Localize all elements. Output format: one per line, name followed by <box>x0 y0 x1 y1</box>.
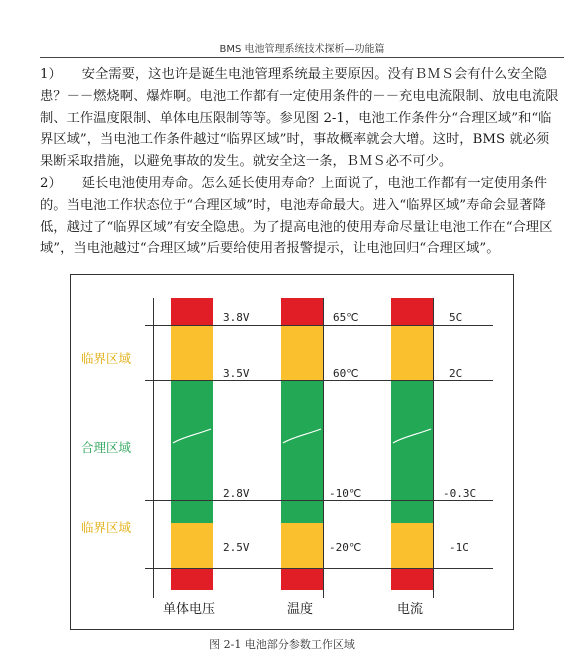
vertical-line-1 <box>153 298 154 598</box>
voltage-danger-high <box>171 298 213 325</box>
vertical-line-2 <box>323 298 324 598</box>
voltage-normal <box>171 380 213 523</box>
current-value-4: -1C <box>449 541 469 554</box>
figure-caption: 图 2-1 电池部分参数工作区域 <box>209 638 355 651</box>
threshold-line-1 <box>145 325 493 326</box>
temperature-value-1: 65℃ <box>333 311 359 324</box>
working-zone-figure <box>70 274 514 630</box>
voltage-value-4: 2.5V <box>223 541 250 554</box>
current-value-3: -0.3C <box>443 487 477 500</box>
document-header <box>40 40 564 62</box>
temperature-value-3: -10℃ <box>329 487 362 500</box>
threshold-line-3 <box>145 500 493 501</box>
temperature-danger-high <box>281 298 323 325</box>
header-title: BMS 电池管理系统技术探析—功能篇 <box>219 44 385 55</box>
voltage-critical-high <box>171 325 213 380</box>
voltage-column-label: 单体电压 <box>163 602 216 617</box>
paragraph-safety: 1） 安全需要，这也许是诞生电池管理系统最主要原因。没有ＢＭＳ会有什么安全隐患？－－燃烧啊、爆炸啊。电池工作都有一定使用条件的－－充电电流限制、放电电流限制、工作温度限制、单体电压限制等等。参见图 2-1，电池工作条件分“合理区域”和“临界区域”，当电池工作条件越过“临界区域”时，事故概率就会大增。这时，BMS 就必须果断采取措施，以避免事故的发生。就安全这一条，ＢＭＳ必不可少。 <box>40 67 559 170</box>
voltage-danger-low <box>171 568 213 590</box>
temperature-value-4: -20℃ <box>329 541 362 554</box>
voltage-value-2: 3.5V <box>223 367 250 380</box>
threshold-line-4 <box>145 568 493 569</box>
voltage-curve <box>171 427 213 445</box>
current-normal <box>391 380 433 523</box>
temperature-normal <box>281 380 323 523</box>
current-critical-high <box>391 325 433 380</box>
vertical-line-3 <box>433 298 434 598</box>
header-rule <box>40 57 564 58</box>
voltage-value-1: 3.8V <box>223 311 250 324</box>
voltage-critical-low <box>171 523 213 568</box>
zone-label-normal: 合理区域 <box>81 440 132 455</box>
current-value-2: 2C <box>449 367 463 380</box>
voltage-value-3: 2.8V <box>223 487 250 500</box>
current-critical-low <box>391 523 433 568</box>
body-text <box>40 64 560 260</box>
paragraph-lifespan: 2） 延长电池使用寿命。怎么延长使用寿命？上面说了，电池工作都有一定使用条件的。当电池工作状态位于“合理区域”时，电池寿命最大。进入“临界区域”寿命会显著降低，越过了“临界区域”有安全隐患。为了提高电池的使用寿命尽量让电池工作在“合理区域”，当电池越过“合理区域”后要给使用者报警提示，让电池回归“合理区域”。 <box>40 175 553 257</box>
zone-label-critical-top: 临界区域 <box>81 351 132 366</box>
zone-label-critical-bottom: 临界区域 <box>81 520 132 535</box>
current-value-1: 5C <box>449 311 463 324</box>
threshold-line-2 <box>145 380 493 381</box>
temperature-curve <box>281 427 323 445</box>
current-column-label: 电流 <box>397 602 424 617</box>
temperature-critical-high <box>281 325 323 380</box>
temperature-value-2: 60℃ <box>333 367 359 380</box>
temperature-critical-low <box>281 523 323 568</box>
current-curve <box>391 427 433 445</box>
current-danger-high <box>391 298 433 325</box>
temperature-danger-low <box>281 568 323 590</box>
current-danger-low <box>391 568 433 590</box>
temperature-column-label: 温度 <box>287 602 314 617</box>
